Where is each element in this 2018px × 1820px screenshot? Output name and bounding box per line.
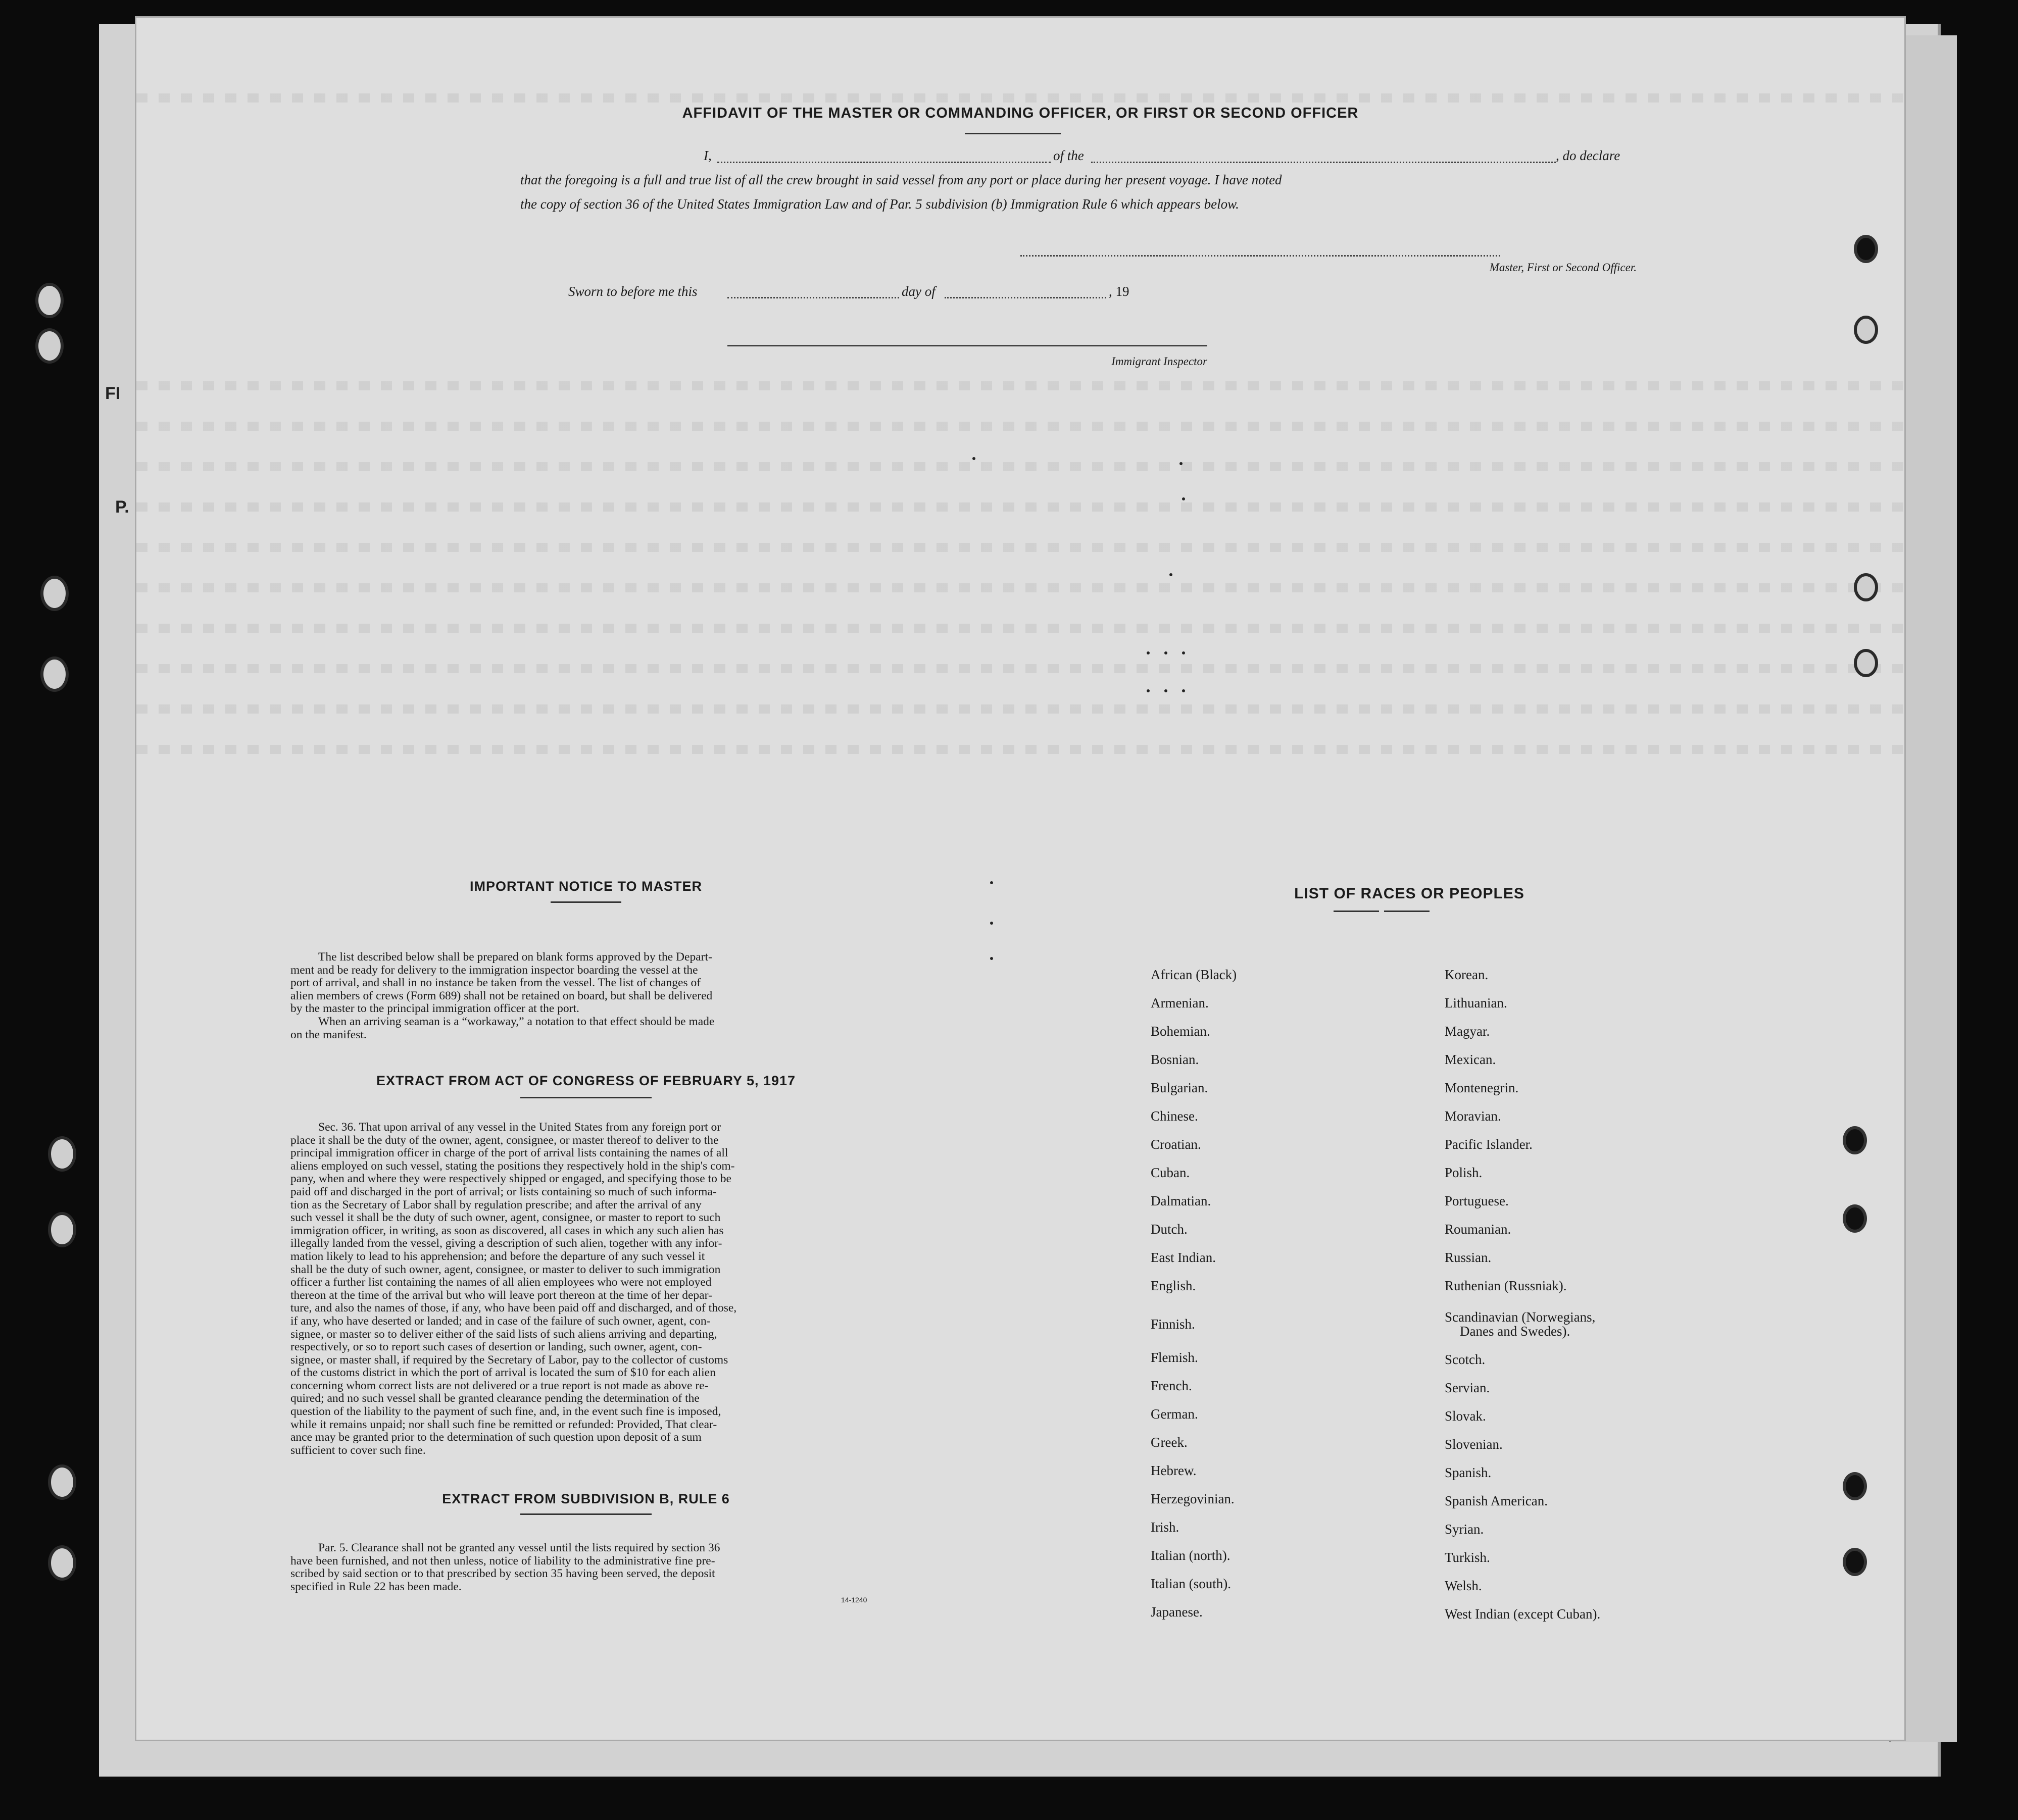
sworn-label: Sworn to before me this: [568, 284, 698, 299]
act-rule: [520, 1097, 652, 1098]
punch-hole: [48, 1212, 76, 1247]
race-right-3: Magyar.: [1445, 1024, 1490, 1039]
race-right-13b: Danes and Swedes).: [1460, 1324, 1570, 1339]
affidavit-i-label: I,: [704, 148, 712, 163]
sworn-day-field[interactable]: [727, 297, 899, 298]
races-title: LIST OF RACES OR PEOPLES: [1294, 885, 1524, 902]
race-left-7: Croatian.: [1151, 1137, 1201, 1152]
notice-title: IMPORTANT NOTICE TO MASTER: [470, 879, 702, 894]
race-left-14: Flemish.: [1151, 1350, 1198, 1365]
race-right-17: Slovenian.: [1445, 1437, 1503, 1452]
notice-paragraph-1: The list described below shall be prepared on blank forms approved by the Depart- ment and be ready for delivery to the immigration inspector boarding the vessel at the port of arrival, and shall in no instance be taken from the vessel. The list of changes of alien members of crews (Form 689) shall not be retained on board, but shall be delivered by the master to the principal immigration officer at the port. When an arriving seaman is a “workaway,” a notation to that effect should be made on the manifest.: [290, 950, 715, 1041]
punch-hole: [48, 1464, 76, 1500]
race-right-23: West Indian (except Cuban).: [1445, 1606, 1601, 1622]
race-left-19: Herzegovinian.: [1151, 1491, 1235, 1506]
race-left-15: French.: [1151, 1378, 1192, 1393]
race-right-10: Roumanian.: [1445, 1222, 1511, 1237]
race-left-1: African (Black): [1151, 967, 1237, 982]
punch-hole: [1854, 316, 1878, 344]
form-number: 14-1240: [841, 1596, 867, 1604]
race-left-4: Bosnian.: [1151, 1052, 1199, 1067]
punch-hole: [1854, 573, 1878, 601]
race-right-22: Welsh.: [1445, 1578, 1482, 1593]
punch-hole: [35, 283, 64, 318]
punch-hole: [48, 1136, 76, 1172]
punch-hole: [1843, 1548, 1867, 1576]
act-section-36: Sec. 36. That upon arrival of any vessel in the United States from any foreign port or place it shall be the duty of the owner, agent, consignee, or master thereof to deliver to the principal immigration officer in charge of the port of arrival lists containing the names of all aliens employed on such vessel, stating the positions they respectively hold in the ship's com- pany, when and where they were respectively shipped or engaged, and specifying those to be paid off and discharged in the port of arrival; or lists containing so much of such informa- tion as the Secretary of Labor shall by regulation prescribe; and after the arrival of any such vessel it shall be the duty of such owner, agent, consignee, or master to report to such immigration officer, in writing, as soon as discovered, all cases in which any such alien has illegally landed from the vessel, giving a description of such alien, together with any infor- mation likely to lead to his apprehension; and before the departure of any such vessel it shall be the duty of such owner, agent, consignee, or master to deliver to such immigration officer a further list containing the names of all alien employees who were not employed thereon at the time of the arrival but who will leave port thereon at the time of her depar- ture, and also the names of those, if any, who have been paid off and discharged, and of those, if any, who have deserted or landed; and in case of the failure of such owner, agent, con- signee, or master so to deliver either of the said lists of such aliens arriving and departing, respectively, or so to report such cases of desertion or landing, such owner, agent, con- signee, or master shall, if required by the Secretary of Labor, pay to the collector of customs of the customs district in which the port of arrival is located the sum of $10 for each alien concerning whom correct lists are not delivered or a true report is not made as above re- quired; and no such vessel shall be granted clearance pending the determination of the question of the liability to the payment of such fine, and, in the event such fine is imposed, while it remains unpaid; nor shall such fine be remitted or refunded: Provided, That clear- ance may be granted prior to the determination of such question upon deposit of a sum sufficient to cover such fine.: [290, 1121, 737, 1457]
punch-hole: [1854, 235, 1878, 263]
race-right-4: Mexican.: [1445, 1052, 1496, 1067]
race-right-19: Spanish American.: [1445, 1493, 1548, 1508]
inspector-signature-field[interactable]: [727, 345, 1207, 346]
race-left-3: Bohemian.: [1151, 1024, 1210, 1039]
race-left-2: Armenian.: [1151, 995, 1209, 1010]
race-left-10: Dutch.: [1151, 1222, 1188, 1237]
race-right-15: Servian.: [1445, 1380, 1490, 1395]
punch-hole: [1843, 1126, 1867, 1154]
race-right-13: Scandinavian (Norwegians,: [1445, 1309, 1596, 1325]
vessel-name-field[interactable]: [1091, 162, 1556, 163]
form-page: [136, 18, 1904, 1740]
race-right-7: Pacific Islander.: [1445, 1137, 1533, 1152]
title-rule: [965, 133, 1061, 134]
affidavit-line-2: that the foregoing is a full and true list of all the crew brought in said vessel from any port or place during her present voyage. I have noted: [520, 172, 1282, 187]
races-rule-right: [1384, 911, 1430, 912]
race-right-18: Spanish.: [1445, 1465, 1492, 1480]
act-title: EXTRACT FROM ACT OF CONGRESS OF FEBRUARY 5, 1917: [376, 1073, 796, 1088]
race-left-16: German.: [1151, 1406, 1198, 1422]
punch-hole: [40, 656, 69, 692]
officer-signature-caption: Master, First or Second Officer.: [1489, 261, 1637, 274]
punch-hole: [1843, 1472, 1867, 1500]
affidavit-declare-label: , do declare: [1556, 148, 1620, 163]
races-rule-left: [1334, 911, 1379, 912]
year-label: , 19: [1109, 284, 1129, 299]
race-right-1: Korean.: [1445, 967, 1489, 982]
punch-hole: [1854, 649, 1878, 677]
notice-rule: [551, 901, 621, 903]
race-right-5: Montenegrin.: [1445, 1080, 1519, 1095]
race-right-21: Turkish.: [1445, 1550, 1490, 1565]
race-left-17: Greek.: [1151, 1435, 1188, 1450]
race-left-18: Hebrew.: [1151, 1463, 1197, 1478]
affidavit-line-3: the copy of section 36 of the United States Immigration Law and of Par. 5 subdivision (b) Immigration Rule 6 which appears below.: [520, 196, 1239, 212]
race-left-23: Japanese.: [1151, 1604, 1203, 1620]
race-right-6: Moravian.: [1445, 1108, 1501, 1124]
race-right-14: Scotch.: [1445, 1352, 1486, 1367]
sworn-month-field[interactable]: [945, 297, 1106, 298]
punch-hole: [35, 328, 64, 364]
race-left-9: Dalmatian.: [1151, 1193, 1211, 1208]
race-right-11: Russian.: [1445, 1250, 1492, 1265]
race-left-22: Italian (south).: [1151, 1576, 1231, 1591]
rule-rule: [520, 1513, 652, 1515]
edge-mark-p: P.: [115, 497, 129, 517]
punch-hole: [40, 576, 69, 611]
race-left-6: Chinese.: [1151, 1108, 1198, 1124]
race-right-8: Polish.: [1445, 1165, 1483, 1180]
affidavit-title: AFFIDAVIT OF THE MASTER OR COMMANDING OFFICER, OR FIRST OR SECOND OFFICER: [682, 105, 1359, 121]
race-left-20: Irish.: [1151, 1520, 1179, 1535]
race-left-12: English.: [1151, 1278, 1196, 1293]
day-of-label: day of: [902, 284, 936, 299]
race-right-12: Ruthenian (Russniak).: [1445, 1278, 1567, 1293]
punch-hole: [1843, 1204, 1867, 1233]
race-left-13: Finnish.: [1151, 1317, 1195, 1332]
inspector-caption: Immigrant Inspector: [1111, 355, 1207, 368]
rule-paragraph-5: Par. 5. Clearance shall not be granted any vessel until the lists required by section 36 have been furnished, and not then unless, notice of liability to the administrative fine pre- scribed by said section or to that prescribed by section 35 having been served, the deposit specified in Rule 22 has been made.: [290, 1541, 720, 1593]
rule-title: EXTRACT FROM SUBDIVISION B, RULE 6: [442, 1491, 730, 1506]
race-left-5: Bulgarian.: [1151, 1080, 1208, 1095]
affidavit-of-the-label: of the: [1053, 148, 1084, 163]
edge-mark-fi: FI: [105, 384, 121, 403]
race-left-11: East Indian.: [1151, 1250, 1216, 1265]
race-right-20: Syrian.: [1445, 1522, 1484, 1537]
punch-hole: [48, 1545, 76, 1581]
race-left-21: Italian (north).: [1151, 1548, 1231, 1563]
officer-signature-field[interactable]: [1020, 255, 1500, 257]
race-right-2: Lithuanian.: [1445, 995, 1507, 1010]
race-right-16: Slovak.: [1445, 1408, 1486, 1424]
race-left-8: Cuban.: [1151, 1165, 1190, 1180]
race-right-9: Portuguese.: [1445, 1193, 1509, 1208]
master-name-field[interactable]: [717, 162, 1051, 163]
